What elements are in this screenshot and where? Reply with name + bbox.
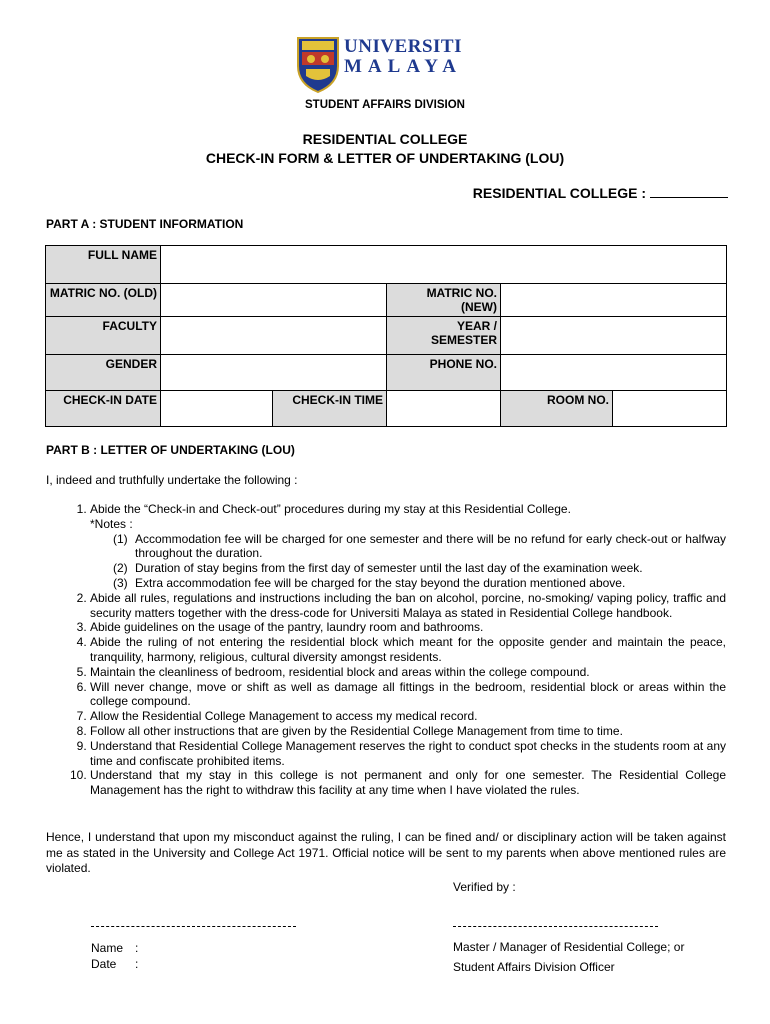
list-item: 3. Abide guidelines on the usage of the pantry, laundry room and bathrooms. (90, 620, 726, 635)
list-item: 4. Abide the ruling of not entering the residential block which meant for the opposite gender and maintain the peace, tranquility, harmony, religious, cultural diversity amongst residents. (90, 635, 726, 665)
lou-intro: I, indeed and truthfully undertake the following : (46, 473, 298, 487)
matric-new-label: MATRIC NO. (NEW) (387, 284, 501, 317)
gender-label: GENDER (46, 355, 161, 391)
table-row (46, 317, 727, 355)
matric-new-field[interactable] (501, 284, 727, 317)
date-colon: : (135, 957, 139, 971)
matric-old-label: MATRIC NO. (OLD) (46, 284, 161, 317)
officer-title-line1: Master / Manager of Residential College; or (453, 940, 685, 954)
crest-icon (296, 36, 340, 94)
table-row (46, 284, 727, 317)
year-semester-label: YEAR / SEMESTER (387, 317, 501, 355)
room-no-field[interactable] (613, 391, 727, 427)
list-item: 9. Understand that Residential College Management reserves the right to conduct spot checks in the students room at any time and confiscate prohibited items. (90, 739, 726, 769)
list-item (90, 502, 726, 591)
university-logo (296, 36, 471, 94)
logo-text-universiti: UNIVERSITI (344, 36, 462, 57)
list-item: 2. Abide all rules, regulations and instructions including the ban on alcohol, porcine, no-smoking/ vaping policy, traffic and security matters together with the dress-code for Universiti Malaya as stated in Residential College handbook. (90, 591, 726, 621)
form-title-line1: RESIDENTIAL COLLEGE (302, 131, 468, 147)
student-signature-block (91, 940, 139, 972)
residential-college-field (473, 185, 728, 201)
checkin-date-label: CHECK-IN DATE (46, 391, 161, 427)
list-item: 5. Maintain the cleanliness of bedroom, residential block and areas within the college compound. (90, 665, 726, 680)
full-name-field[interactable] (161, 246, 727, 284)
note-item (113, 532, 726, 562)
note-item (113, 576, 726, 591)
full-name-label: FULL NAME (46, 246, 161, 284)
gender-field[interactable] (161, 355, 387, 391)
officer-title-line2: Student Affairs Division Officer (453, 960, 615, 974)
note-text: Accommodation fee will be charged for one semester and there will be no refund for early check-out or halfway throughout the duration. (135, 531, 726, 561)
list-item: 8. Follow all other instructions that are given by the Residential College Management from time to time. (90, 724, 726, 739)
matric-old-field[interactable] (161, 284, 387, 317)
phone-field[interactable] (501, 355, 727, 391)
note-text: Extra accommodation fee will be charged for the stay beyond the duration mentioned above. (135, 575, 626, 590)
checkin-time-label: CHECK-IN TIME (273, 391, 387, 427)
checkin-time-field[interactable] (387, 391, 501, 427)
list-item: 6. Will never change, move or shift as well as damage all fittings in the bedroom, residential block or areas within the college compound. (90, 680, 726, 710)
faculty-field[interactable] (161, 317, 387, 355)
year-semester-field[interactable] (501, 317, 727, 355)
date-label: Date (91, 957, 117, 971)
room-no-label: ROOM NO. (501, 391, 613, 427)
notes-label: *Notes : (90, 516, 133, 531)
officer-signature-line[interactable] (453, 926, 658, 927)
division-heading: STUDENT AFFAIRS DIVISION (305, 99, 465, 111)
checkin-date-field[interactable] (161, 391, 273, 427)
table-row (46, 391, 727, 427)
name-row (91, 940, 139, 956)
consequence-statement: Hence, I understand that upon my misconduct against the ruling, I can be fined and/ or disciplinary action will be taken against me as stated in the University and College Act 1971. Official notice will be sent to my parents when above mentioned rules are violated. (46, 830, 726, 875)
table-row (46, 355, 727, 391)
list-item: 10. Understand that my stay in this college is not permanent and only for one semester. The Residential College Management has the right to withdraw this facility at any time when I have violated the rules. (90, 768, 726, 798)
part-a-heading: PART A : STUDENT INFORMATION (46, 217, 244, 231)
note-number: (3) (113, 575, 128, 590)
form-title-line2: CHECK-IN FORM & LETTER OF UNDERTAKING (LOU) (205, 150, 565, 166)
student-info-table (45, 245, 727, 427)
logo-text-malaya: MALAYA (344, 56, 463, 77)
name-colon: : (135, 941, 139, 955)
note-text: Duration of stay begins from the first day of semester until the last day of the examination week. (135, 561, 643, 576)
item-text: Abide the “Check-in and Check-out” procedures during my stay at this Residential College. (90, 502, 571, 516)
note-item (113, 561, 726, 576)
note-number: (1) (113, 531, 128, 546)
student-signature-line[interactable] (91, 926, 296, 927)
undertaking-list (46, 502, 726, 798)
phone-label: PHONE NO. (387, 355, 501, 391)
residential-college-blank[interactable] (650, 185, 728, 198)
note-number: (2) (113, 561, 128, 576)
part-b-heading: PART B : LETTER OF UNDERTAKING (LOU) (46, 443, 295, 457)
date-row (91, 956, 139, 972)
list-item: 7. Allow the Residential College Management to access my medical record. (90, 709, 726, 724)
name-label: Name (91, 941, 124, 955)
faculty-label: FACULTY (46, 317, 161, 355)
residential-college-label: RESIDENTIAL COLLEGE : (472, 185, 646, 201)
table-row (46, 246, 727, 284)
verified-by-label: Verified by : (453, 880, 516, 894)
notes-list (90, 532, 726, 591)
